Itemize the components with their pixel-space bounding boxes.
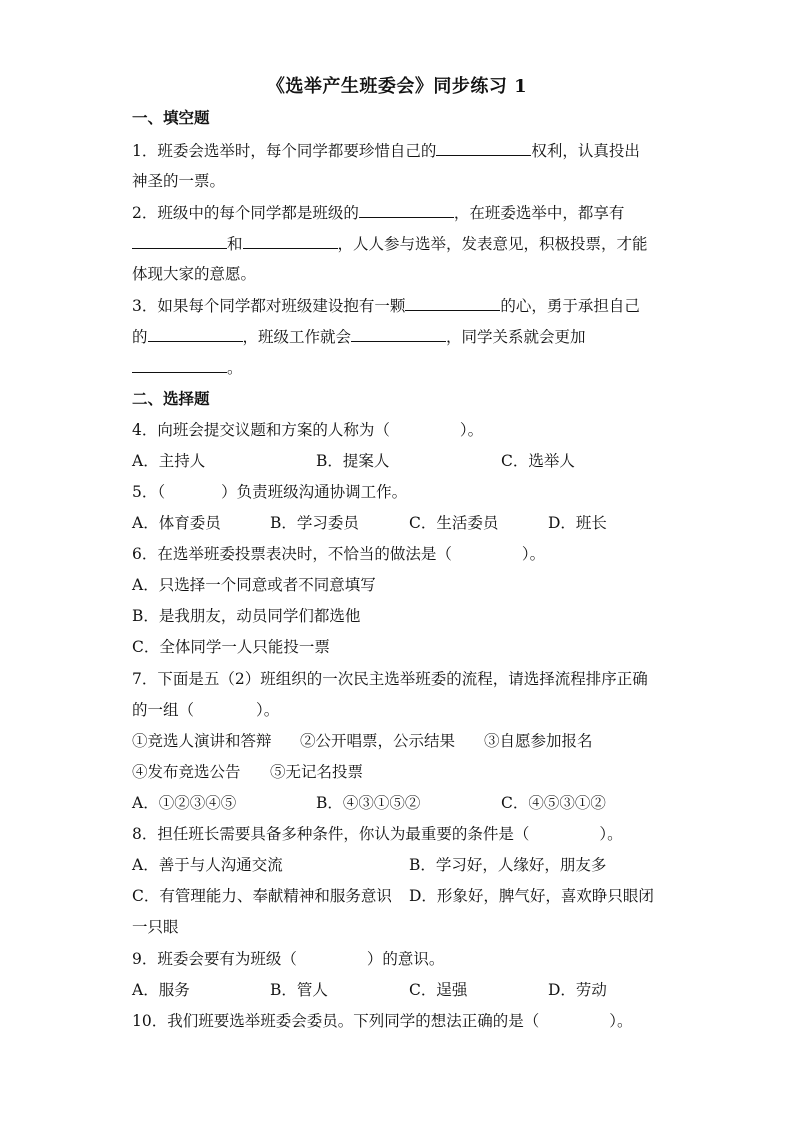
question-4-text-a: 4．向班会提交议题和方案的人称为（: [132, 421, 390, 439]
question-4-option-c[interactable]: C．选举人: [501, 452, 575, 470]
question-7-text-a: 的一组（: [132, 701, 195, 719]
question-3-text-a: 3．如果每个同学都对班级建设抱有一颗: [132, 297, 406, 315]
question-4-text-b: ）。: [459, 421, 484, 439]
question-5-option-d[interactable]: D．班长: [548, 514, 607, 532]
question-7-text-b: ）。: [256, 701, 280, 719]
question-8-option-c[interactable]: C．有管理能力、奉献精神和服务意识: [132, 887, 392, 905]
question-5-text-a: 5．（: [132, 483, 166, 501]
answer-blank[interactable]: [243, 233, 338, 249]
question-6-option-c[interactable]: C．全体同学一人只能投一票: [132, 638, 330, 656]
question-8-option-d[interactable]: D．形象好，脾气好，喜欢睁只眼闭: [409, 887, 654, 905]
section-heading-fill-blank: 一、填空题: [132, 108, 210, 127]
answer-blank[interactable]: [405, 295, 500, 311]
question-1-text-a: 1．班委会选举时，每个同学都要珍惜自己的: [132, 142, 437, 160]
question-3-text-c: 的: [132, 328, 148, 346]
answer-blank[interactable]: [351, 326, 446, 342]
question-2-text-c: 和: [227, 235, 243, 253]
question-6-text-a: 6．在选举班委投票表决时，不恰当的做法是（: [132, 545, 452, 563]
question-8-option-a[interactable]: A．善于与人沟通交流: [132, 856, 283, 874]
question-1-line-2: 神圣的一票。: [132, 172, 226, 190]
question-7-step-5: ⑤无记名投票: [270, 763, 364, 781]
question-5-option-b[interactable]: B．学习委员: [270, 514, 359, 532]
question-5-text-b: ）负责班级沟通协调工作。: [221, 483, 408, 501]
question-3-text-f: 。: [227, 359, 243, 377]
question-8-option-b[interactable]: B．学习好，人缘好，朋友多: [409, 856, 607, 874]
question-1-line-1: [132, 140, 640, 161]
question-8-text-a: 8．担任班长需要具备多种条件，你认为最重要的条件是（: [132, 825, 530, 843]
question-7-option-b[interactable]: B．④③①⑤②: [316, 794, 421, 812]
question-9-stem: [132, 949, 444, 969]
answer-blank[interactable]: [436, 140, 531, 156]
question-8-option-d-continued: 一只眼: [132, 918, 179, 936]
question-9-option-a[interactable]: A．服务: [132, 981, 190, 999]
question-2-text-d: ，人人参与选举，发表意见，积极投票，才能: [337, 235, 648, 253]
question-3-text-b: 的心，勇于承担自己: [500, 297, 640, 315]
question-7-option-a[interactable]: A．①②③④⑤: [132, 794, 237, 812]
question-9-option-b[interactable]: B．管人: [270, 981, 328, 999]
question-2-text-b: ，在班委选举中，都享有: [453, 204, 625, 222]
question-1-text-b: 权利，认真投出: [531, 142, 640, 160]
question-8-text-b: ）。: [599, 825, 623, 843]
question-7-step-3: ③自愿参加报名: [484, 732, 593, 750]
question-5-option-c[interactable]: C．生活委员: [409, 514, 499, 532]
question-3-line-2: [132, 326, 586, 347]
question-7-option-c[interactable]: C．④⑤③①②: [501, 794, 606, 812]
question-3-text-d: ，班级工作就会: [242, 328, 352, 346]
question-9-option-c[interactable]: C．逞强: [409, 981, 468, 999]
question-4-option-b[interactable]: B．提案人: [316, 452, 390, 470]
question-7-step-1: ①竞选人演讲和答辩: [132, 732, 272, 750]
question-10-text-a: 10．我们班要选举班委会委员。下列同学的想法正确的是（: [132, 1012, 540, 1030]
question-8-stem: [132, 824, 623, 844]
question-2-text-a: 2．班级中的每个同学都是班级的: [132, 204, 359, 222]
answer-blank[interactable]: [132, 357, 227, 373]
question-2-line-3: 体现大家的意愿。: [132, 265, 257, 283]
question-5-option-a[interactable]: A．体育委员: [132, 514, 221, 532]
question-4-option-a[interactable]: A．主持人: [132, 452, 206, 470]
question-7-stem-line-1: 7．下面是五（2）班组织的一次民主选举班委的流程，请选择流程排序正确: [132, 670, 648, 688]
question-3-line-1: [132, 295, 640, 316]
question-9-option-d[interactable]: D．劳动: [548, 981, 607, 999]
question-5-stem: [132, 482, 407, 502]
question-6-stem: [132, 544, 545, 564]
question-9-text-a: 9．班委会要有为班级（: [132, 950, 297, 968]
answer-blank[interactable]: [148, 326, 243, 342]
question-6-text-b: ）。: [521, 545, 546, 563]
question-2-line-2: [132, 233, 648, 254]
answer-blank[interactable]: [359, 202, 454, 218]
question-7-stem-line-2: [132, 700, 279, 720]
question-4-stem: [132, 420, 483, 440]
question-7-step-4: ④发布竞选公告: [132, 763, 241, 781]
question-3-line-3: [132, 357, 243, 378]
question-3-text-e: ，同学关系就会更加: [446, 328, 586, 346]
question-10-stem: [132, 1011, 633, 1031]
question-6-option-b[interactable]: B．是我朋友，动员同学们都选他: [132, 607, 361, 625]
section-heading-multiple-choice: 二、选择题: [132, 389, 210, 408]
question-7-step-2: ②公开唱票，公示结果: [300, 732, 456, 750]
answer-blank[interactable]: [132, 233, 227, 249]
question-10-text-b: ）。: [609, 1012, 633, 1030]
question-6-option-a[interactable]: A．只选择一个同意或者不同意填写: [132, 576, 376, 594]
page-title: 《选举产生班委会》同步练习 1: [266, 76, 528, 97]
question-9-text-b: ）的意识。: [366, 950, 445, 968]
question-2-line-1: [132, 202, 624, 223]
